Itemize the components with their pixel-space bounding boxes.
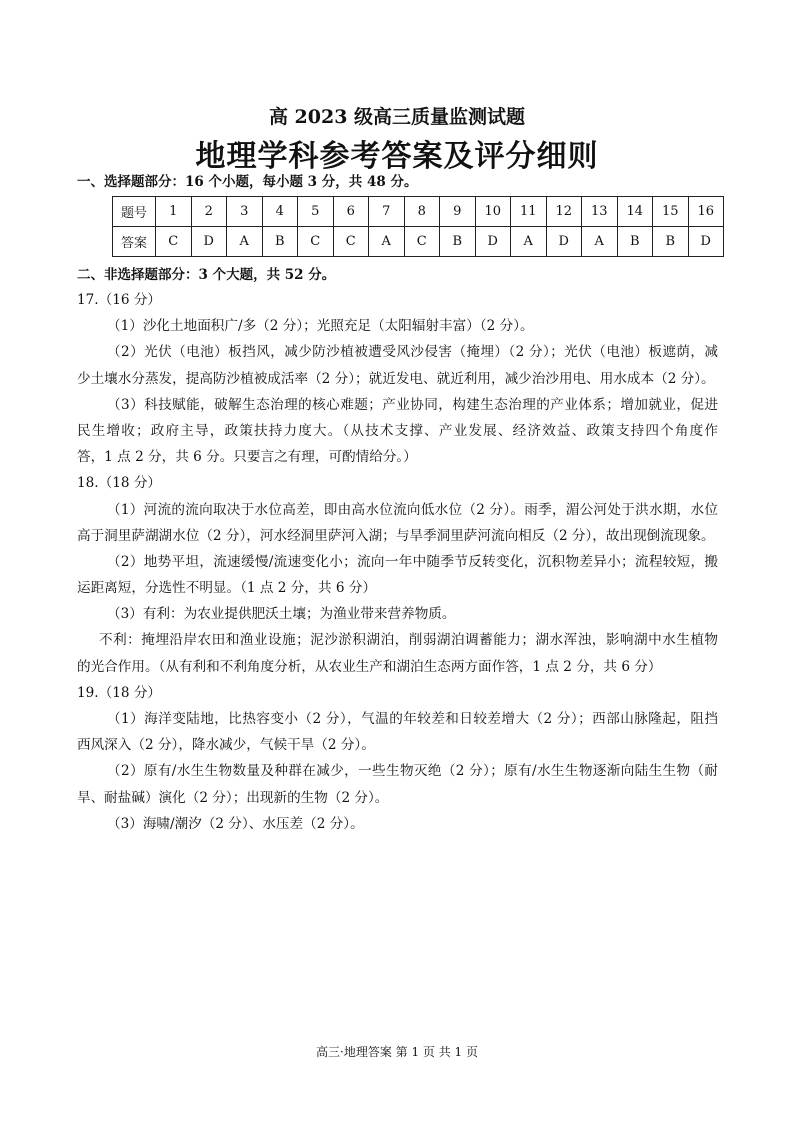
- answer-line: （2）原有/水生生物数量及种群在减少，一些生物灭绝（2 分）；原有/水生生物逐渐向陆生生物（耐: [107, 763, 718, 780]
- answer-cell: C: [333, 227, 369, 257]
- answer-cell: C: [156, 227, 192, 257]
- question-number-cell: 9: [440, 197, 476, 227]
- answer-table: [112, 196, 724, 257]
- answer-line: （1）沙化土地面积广/多（2 分）；光照充足（太阳辐射丰富）（2 分）。: [107, 318, 534, 335]
- answer-cell: B: [262, 227, 298, 257]
- question-header: 18.（18 分）: [77, 475, 162, 492]
- answer-line: （3）海啸/潮汐（2 分）、水压差（2 分）。: [107, 815, 364, 832]
- answer-line: 民生增收；政府主导，政策扶持力度大。（从技术支撑、产业发展、经济效益、政策支持四个角度作: [77, 422, 718, 439]
- question-number-cell: 2: [191, 197, 227, 227]
- answer-cell: C: [404, 227, 440, 257]
- answer-cell: D: [688, 227, 724, 257]
- answer-line: 西风深入（2 分），降水减少，气候干旱（2 分）。: [77, 737, 375, 754]
- question-number-cell: 15: [653, 197, 689, 227]
- question-number-cell: 10: [475, 197, 511, 227]
- answer-line: 少土壤水分蒸发，提高防沙植被成活率（2 分）；就近发电、就近利用，减少治沙用电、用水成本（2 分）。: [77, 370, 715, 387]
- exam-title: 高 2023 级高三质量监测试题: [268, 106, 526, 128]
- answer-line: （3）有利：为农业提供肥沃土壤；为渔业带来营养物质。: [107, 606, 456, 623]
- answer-line: （1）河流的流向取决于水位高差，即由高水位流向低水位（2 分）。雨季，湄公河处于洪水期，水位: [107, 501, 718, 518]
- document-subtitle: 地理学科参考答案及评分细则: [195, 139, 599, 174]
- answer-line: （2）地势平坦，流速缓慢/流速变化小；流向一年中随季节反转变化，沉积物差异小；流程较短，搬: [107, 553, 718, 570]
- answer-line: 高于洞里萨湖湖水位（2 分），河水经洞里萨河入湖；与旱季洞里萨河流向相反（2 分），故出现倒流现象。: [77, 527, 715, 544]
- question-number-cell: 14: [617, 197, 653, 227]
- answer-cell: B: [440, 227, 476, 257]
- question-header: 19.（18 分）: [77, 684, 162, 701]
- answer-line: 不利：掩埋沿岸农田和渔业设施；泥沙淤积湖泊，削弱湖泊调蓄能力；湖水浑浊，影响湖中水生植物: [99, 632, 718, 649]
- answer-cell: D: [475, 227, 511, 257]
- answer-cell: A: [369, 227, 405, 257]
- answer-row: [113, 227, 724, 257]
- question-number-row: [113, 197, 724, 227]
- question-number-cell: 5: [298, 197, 334, 227]
- question-number-cell: 16: [688, 197, 724, 227]
- answer-cell: B: [617, 227, 653, 257]
- answer-line: 答，1 点 2 分，共 6 分。只要言之有理，可酌情给分。）: [77, 449, 417, 466]
- question-header: 17.（16 分）: [77, 292, 162, 308]
- answer-cell: C: [298, 227, 334, 257]
- page-footer: 高三·地理答案 第 1 页 共 1 页: [316, 1045, 478, 1059]
- answer-cell: D: [546, 227, 582, 257]
- question-number-cell: 8: [404, 197, 440, 227]
- question-number-cell: 1: [156, 197, 192, 227]
- answer-line: 的光合作用。（从有利和不利角度分析，从农业生产和湖泊生态两方面作答，1 点 2 分，共 6 分）: [77, 658, 662, 675]
- question-number-cell: 13: [582, 197, 618, 227]
- answer-line: （2）光伏（电池）板挡风，减少防沙植被遭受风沙侵害（掩埋）（2 分）；光伏（电池）板遮荫，减: [107, 344, 718, 361]
- answer-line: 旱、耐盐碱）演化（2 分）；出现新的生物（2 分）。: [77, 789, 389, 806]
- answer-cell: D: [191, 227, 227, 257]
- row-label: 答案: [113, 227, 156, 257]
- answers-body: [77, 287, 718, 837]
- row-label: 题号: [113, 197, 156, 227]
- question-number-cell: 12: [546, 197, 582, 227]
- answer-line: 运距离短，分选性不明显。（1 点 2 分，共 6 分）: [77, 580, 377, 597]
- answer-cell: A: [582, 227, 618, 257]
- question-number-cell: 7: [369, 197, 405, 227]
- question-number-cell: 4: [262, 197, 298, 227]
- answer-line: （3）科技赋能，破解生态治理的核心难题；产业协同，构建生态治理的产业体系；增加就业，促进: [107, 396, 718, 413]
- answer-cell: A: [227, 227, 263, 257]
- section-nonchoice-header: 二、非选择题部分：3 个大题，共 52 分。: [77, 267, 336, 283]
- section-choice-header: 一、选择题部分：16 个小题，每小题 3 分，共 48 分。: [77, 174, 418, 190]
- answer-cell: B: [653, 227, 689, 257]
- question-number-cell: 6: [333, 197, 369, 227]
- question-number-cell: 3: [227, 197, 263, 227]
- question-number-cell: 11: [511, 197, 547, 227]
- answer-line: （1）海洋变陆地，比热容变小（2 分），气温的年较差和日较差增大（2 分）；西部山脉隆起，阻挡: [107, 711, 718, 727]
- answer-cell: A: [511, 227, 547, 257]
